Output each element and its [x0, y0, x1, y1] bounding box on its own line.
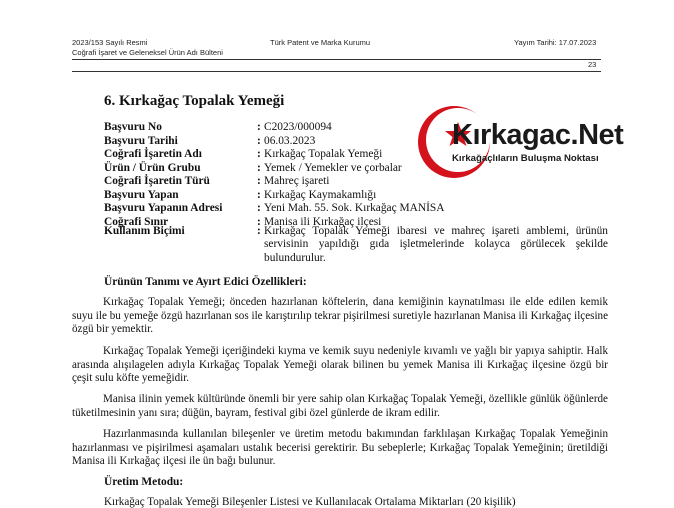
- field-colon: :: [257, 175, 261, 187]
- field-label: Ürün / Ürün Grubu: [104, 161, 201, 174]
- paragraph: Kırkağaç Topalak Yemeği; önceden hazırlanan köftelerin, dana kemiğinin kaynatılması ile elde edilen kemik suyu ile bu yemeğe özgü hazırlanan sos ile karıştırılıp tekrar pişirilmesi suretiyle hazırlanan Manisa ili Kırkağaç ilçesine özgü bir yemektir.: [72, 296, 608, 336]
- field-label: Başvuru Tarihi: [104, 134, 178, 147]
- kirkagac-net-logo: [414, 100, 624, 184]
- header-rule: [72, 59, 601, 60]
- field-label: Başvuru Yapan: [104, 188, 179, 201]
- page-number: 23: [588, 60, 597, 69]
- logo-tagline: Kırkağaçlıların Buluşma Noktası: [452, 153, 599, 164]
- logo-name: Kırkagac.Net: [452, 119, 624, 151]
- field-label: Kullanım Biçimi: [104, 225, 185, 237]
- section-heading: Üretim Metodu:: [104, 476, 184, 488]
- field-label: Başvuru Yapanın Adresi: [104, 202, 223, 214]
- field-label: Coğrafi İşaretin Adı: [104, 148, 202, 160]
- header-rule-lower: [72, 71, 601, 72]
- field-value: Manisa ili Kırkağaç ilçesi: [264, 215, 382, 228]
- field-value: Yeni Mah. 55. Sok. Kırkağaç MANİSA: [264, 202, 445, 214]
- bulletin-header-left: [72, 38, 223, 58]
- section-heading: Ürünün Tanımı ve Ayırt Edici Özellikleri:: [104, 276, 307, 288]
- field-value: Kırkağaç Kaymakamlığı: [264, 188, 377, 201]
- paragraph: Kırkağaç Topalak Yemeği içeriğindeki kıyma ve kemik suyu nedeniyle kıvamlı ve yağlı bir yapıya sahiptir. Halk arasında alışılagelen adıyla Kırkağaç Topalak Yemeği olarak bilinen bu yemek Manisa ili Kırkağaç ilçesine özgü bir çeşit sulu köfte yemeğidir.: [72, 345, 608, 385]
- field-value: C2023/000094: [264, 121, 332, 133]
- section-title: 6. Kırkağaç Topalak Yemeği: [104, 93, 285, 109]
- field-label: Coğrafi İşaretin Türü: [104, 175, 210, 187]
- field-colon: :: [257, 202, 261, 214]
- field-colon: :: [257, 134, 261, 147]
- field-label: Coğrafi Sınır: [104, 215, 169, 228]
- paragraph: Hazırlanmasında kullanılan bileşenler ve üretim metodu bakımından farklılaşan Kırkağaç Topalak Yemeğinin hazırlanması ve pişirilmesi aşamaları ustalık becerisi gerektirir. Bu sebeplerle; Kırkağaç Topalak Yemeğinin; üretildiği Manisa ili Kırkağaç ilçesi ile ün bağı bulunur.: [72, 428, 608, 468]
- bulletin-name: Coğrafi İşaret ve Geleneksel Ürün Adı Bülteni: [72, 48, 223, 57]
- field-colon: :: [257, 215, 261, 228]
- field-colon: :: [257, 225, 261, 237]
- paragraph: Manisa ilinin yemek kültüründe önemli bir yere sahip olan Kırkağaç Topalak Yemeği, özellikle günlük öğünlerde tüketilmesinin yanı sıra; düğün, bayram, festival gibi özel günlerde de ikram edilir.: [72, 393, 608, 419]
- institution-name: Türk Patent ve Marka Kurumu: [270, 38, 371, 47]
- field-colon: :: [257, 188, 261, 201]
- usage-text: Kırkağaç Topalak Yemeği ibaresi ve mahreç işareti amblemi, ürünün servisinin yapıldığı gıda işletmelerinde kolayca görülecek şekilde bulundurulur.: [264, 225, 608, 264]
- ingredients-caption: Kırkağaç Topalak Yemeği Bileşenler Listesi ve Kullanılacak Ortalama Miktarları (20 kişilik): [104, 496, 516, 508]
- field-value: Yemek / Yemekler ve çorbalar: [264, 161, 402, 174]
- field-colon: :: [257, 121, 261, 133]
- field-value: Mahreç işareti: [264, 175, 330, 187]
- publication-date: Yayım Tarihi: 17.07.2023: [514, 38, 597, 47]
- field-label: Başvuru No: [104, 121, 162, 133]
- field-colon: :: [257, 148, 261, 160]
- field-value: 06.03.2023: [264, 134, 316, 147]
- bulletin-number: 2023/153 Sayılı Resmi: [72, 38, 148, 47]
- field-value: Kırkağaç Topalak Yemeği: [264, 148, 383, 160]
- field-colon: :: [257, 161, 261, 174]
